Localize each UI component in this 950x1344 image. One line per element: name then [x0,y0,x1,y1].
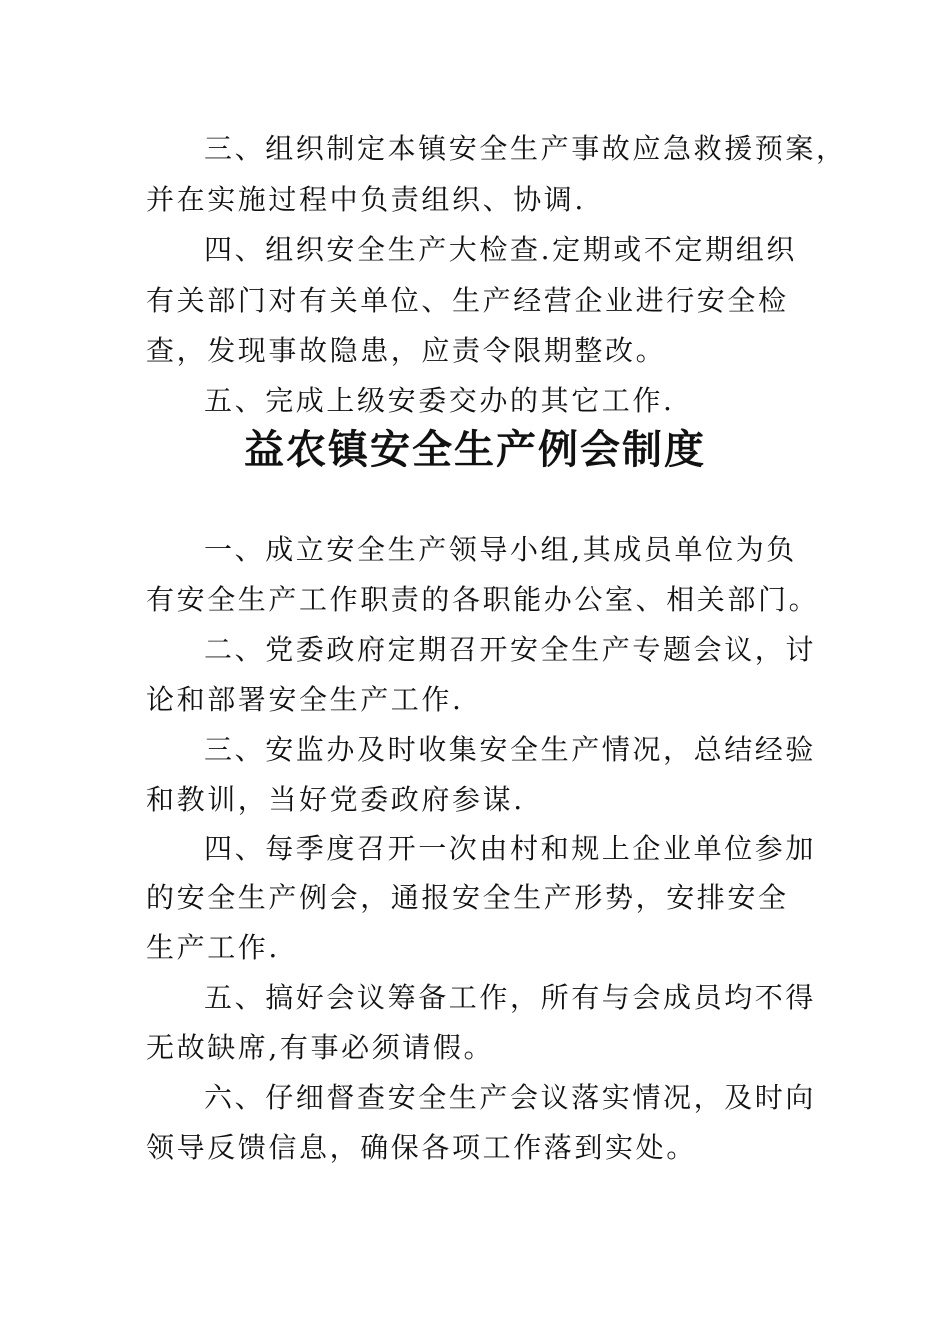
text-line: 查，发现事故隐患，应责令限期整改。 [146,334,667,367]
text-line: 生产工作. [146,931,280,964]
text-line: 四、每季度召开一次由村和规上企业单位参加 [204,832,817,865]
text-line: 五、搞好会议筹备工作，所有与会成员均不得 [204,981,817,1014]
text-line: 并在实施过程中负责组织、协调. [146,183,586,216]
text-line: 无故缺席,有事必须请假。 [146,1031,495,1064]
text-line: 有安全生产工作职责的各职能办公室、相关部门。 [146,583,820,616]
text-line: 论和部署安全生产工作. [146,683,464,716]
text-line: 五、完成上级安委交办的其它工作. [204,384,675,417]
text-line: 二、党委政府定期召开安全生产专题会议，讨 [204,633,817,666]
text-line: 三、安监办及时收集安全生产情况，总结经验 [204,733,817,766]
text-line: 有关部门对有关单位、生产经营企业进行安全检 [146,284,789,317]
text-line: 六、仔细督查安全生产会议落实情况，及时向 [204,1081,817,1114]
text-line: 和教训，当好党委政府参谋. [146,783,525,816]
text-line: 的安全生产例会，通报安全生产形势，安排安全 [146,881,789,914]
text-line: 领导反馈信息，确保各项工作落到实处。 [146,1131,697,1164]
section-title: 益农镇安全生产例会制度 [244,427,706,473]
text-line: 四、组织安全生产大检查.定期或不定期组织 [204,233,797,266]
text-line: 一、成立安全生产领导小组,其成员单位为负 [204,533,797,566]
text-line: 三、组织制定本镇安全生产事故应急救援预案， [204,132,847,165]
